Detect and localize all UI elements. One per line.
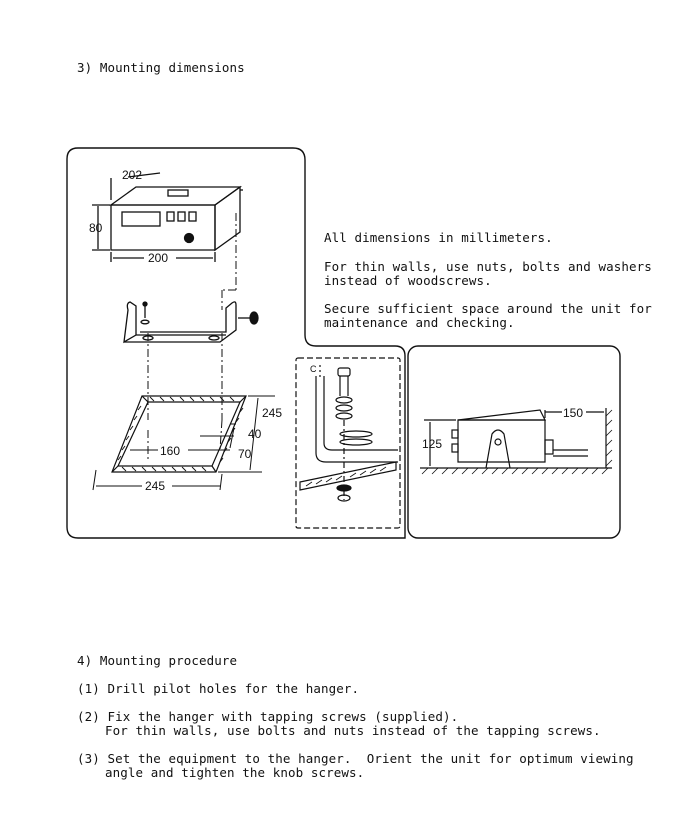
dim-height: 80 [89, 221, 103, 235]
note-space-line1: Secure sufficient space around the unit for [324, 301, 652, 316]
side-view-drawing [420, 408, 612, 468]
hanger-bracket [124, 302, 258, 342]
dim-plate-height: 245 [262, 406, 283, 420]
note-units: All dimensions in millimeters. [324, 230, 553, 245]
wall-plate-drawing [112, 396, 246, 472]
dim-depth: 202 [122, 168, 143, 182]
dim-side-height: 125 [422, 437, 443, 451]
diagram-frame [67, 148, 405, 538]
step-3-line2: angle and tighten the knob screws. [105, 765, 365, 780]
dim-width: 200 [148, 251, 169, 265]
note-thin-walls-line2: instead of woodscrews. [324, 273, 492, 288]
detail-c-drawing [296, 358, 400, 528]
dim-plate-width: 245 [145, 479, 166, 493]
section-heading-mounting-procedure: 4) Mounting procedure [77, 653, 238, 668]
detail-label: C [310, 364, 317, 374]
step-2-line2: For thin walls, use bolts and nuts instead of the tapping screws. [105, 723, 601, 738]
unit-drawing [92, 173, 243, 262]
step-1: (1) Drill pilot holes for the hanger. [77, 681, 360, 696]
dim-hole-vertical-total: 70 [238, 447, 252, 461]
dim-hole-vertical: 40 [248, 427, 262, 441]
section-heading-mounting-dimensions: 3) Mounting dimensions [77, 60, 245, 75]
dim-side-clearance: 150 [563, 406, 584, 420]
note-space-line2: maintenance and checking. [324, 315, 515, 330]
step-3-line1: (3) Set the equipment to the hanger. Orient the unit for optimum viewing [77, 751, 634, 766]
dim-hole-span: 160 [160, 444, 181, 458]
step-2-line1: (2) Fix the hanger with tapping screws (supplied). [77, 709, 459, 724]
note-thin-walls-line1: For thin walls, use nuts, bolts and washers [324, 259, 652, 274]
